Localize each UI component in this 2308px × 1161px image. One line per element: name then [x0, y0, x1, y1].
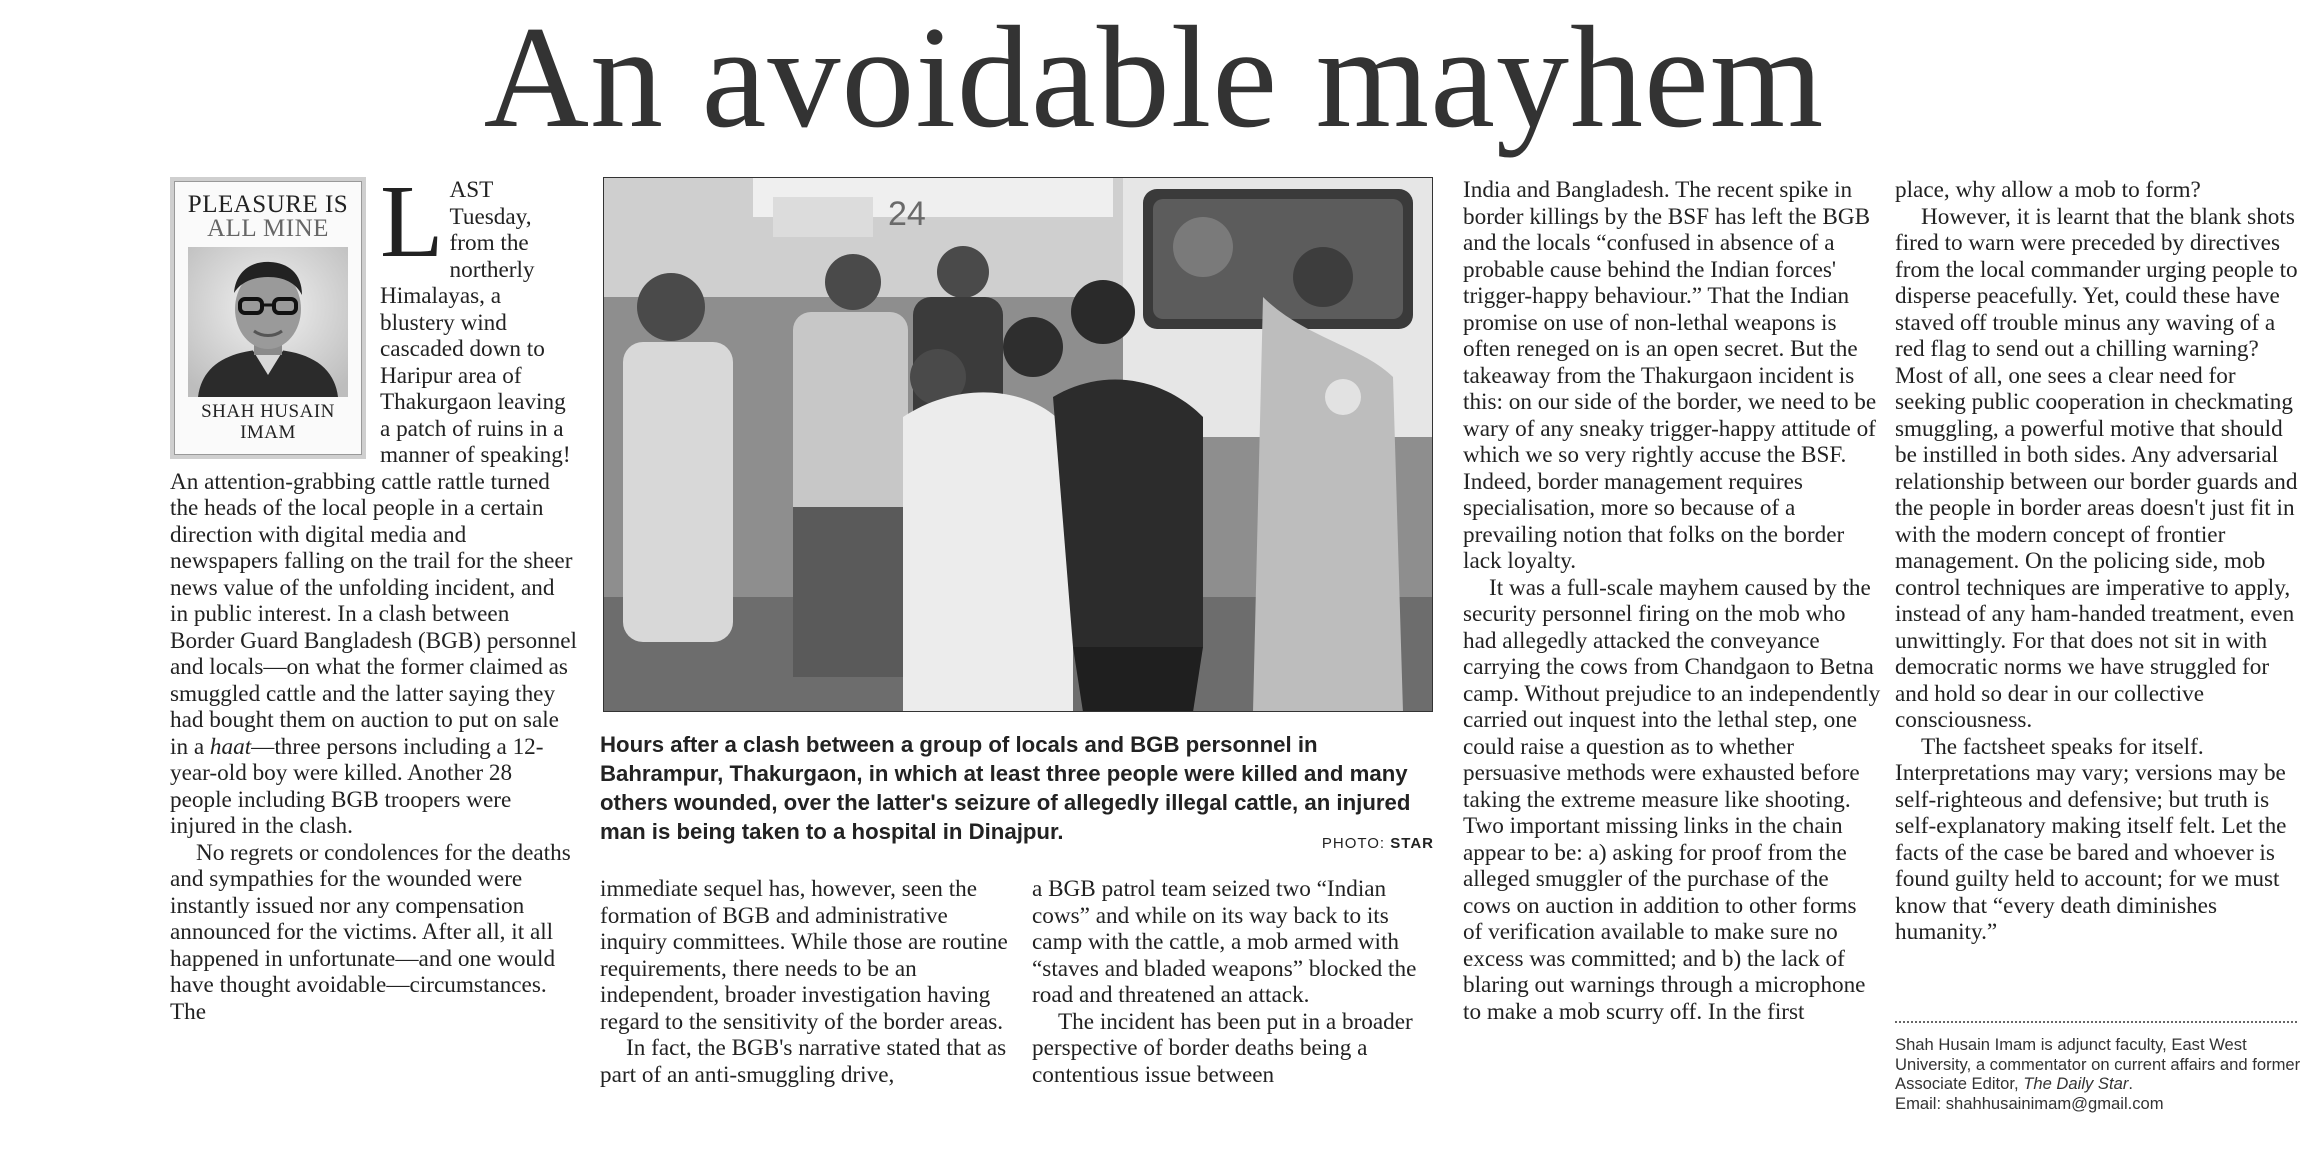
col3-paragraph-1: a BGB patrol team seized two “Indian cows” and while on its way back to its camp with the cattle, a mob armed with “staves and bladed weapons” blocked the road and threatened an attack. [1032, 876, 1417, 1008]
column-logo [170, 177, 366, 459]
col2-paragraph-2: In fact, the BGB's narrative stated that as part of an anti-smuggling drive, [600, 1035, 1007, 1088]
article-column-3 [1032, 876, 1444, 1088]
col1-paragraph-1: AST Tuesday, from the northerly Himalayas, a blustery wind cascaded down to Haripur area of Thakurgaon leaving a patch of ruins in a manner of speaking! An attention-grabbing cattle rattle turned the heads of the local people in a certain direction with digital media and newspapers falling on the trail for the sheer news value of the unfolding incident, and in public interest. In a clash between Border Guard Bangladesh (BGB) personnel and locals—on what the former claimed as smuggled cattle and the latter saying they had bought them on auction to put on sale in a [170, 177, 577, 760]
column-logo-author-line2: IMAM [240, 422, 296, 443]
news-photo [603, 177, 1433, 712]
photo-credit-label: PHOTO: [1321, 835, 1386, 852]
article-column-2 [600, 876, 1014, 1088]
column-logo-title: PLEASURE IS [187, 191, 349, 218]
col5-paragraph-3: The factsheet speaks for itself. Interpretations may vary; versions may be self-righteous and defensive; but truth is self-explanatory making itself felt. Let the facts of the case be bared and whoever is found guilty held to account; for we must know that “every death diminishes humanity.” [1895, 733, 2287, 945]
column-logo-subtitle: ALL MINE [207, 215, 329, 242]
bio-text: Shah Husain Imam is adjunct faculty, East West University, a commentator on current affairs and former Associate Editor, [1895, 1035, 2301, 1093]
col5-paragraph-1: place, why allow a mob to form? [1895, 177, 2201, 203]
col4-paragraph-1: India and Bangladesh. The recent spike in border killings by the BSF has left the BGB and the locals “confused in absence of a probable cause behind the Indian forces' trigger-happy behaviour.” That the Indian promise on use of non-lethal weapons is often reneged on is an open secret. But the takeaway from the Thakurgaon incident is this: on our side of the border, we need to be wary of any sneaky trigger-happy attitude of which we so very rightly accuse the BSF. Indeed, border management requires specialisation, more so because of a prevailing notion that folks on the border lack loyalty. [1463, 177, 1877, 574]
author-bio [1895, 1035, 2307, 1113]
column-logo-author: SHAH HUSAIN [201, 401, 335, 422]
photo-credit [1280, 835, 1434, 852]
col3-paragraph-2: The incident has been put in a broader perspective of border deaths being a contentious issue between [1032, 1008, 1413, 1088]
article-column-1 [170, 164, 578, 1025]
col5-paragraph-2: However, it is learnt that the blank shots fired to warn were preceded by directives from the local commander urging people to disperse peacefully. Yet, could these have staved off trouble minus any waving of a red flag to send out a chilling warning? Most of all, one sees a clear need for seeking public cooperation in checkmating smuggling, a powerful motive that should be instilled in both sides. Any adversarial relationship between our border guards and the people in border areas doesn't just fit in with the modern concept of frontier management. On the policing side, mob control techniques are imperative to apply, instead of any ham-handed treatment, even unwittingly. For that does not sit in with democratic norms we have struggled for and hold so dear in our collective consciousness. [1895, 203, 2298, 733]
article-column-5 [1895, 177, 2307, 946]
col2-paragraph-1: immediate sequel has, however, seen the formation of BGB and administrative inquiry committees. While those are routine requirements, there needs to be an independent, broader investigation having regard to the sensitivity of the border areas. [600, 876, 1008, 1035]
headline: An avoidable mayhem [483, 0, 1825, 158]
photo-caption: Hours after a clash between a group of locals and BGB personnel in Bahrampur, Thakurgaon, in which at least three people were killed and many others wounded, over the latter's seizure of allegedly illegal cattle, an injured man is being taken to a hospital in Dinajpur. [600, 732, 1411, 844]
bio-publication: The Daily Star [2023, 1074, 2129, 1093]
col1-paragraph-2: No regrets or condolences for the deaths and sympathies for the wounded were instantly issued nor any compensation announced for the victims. After all, it all happened in unfortunate—and one would have thought avoidable—circumstances. The [170, 839, 571, 1025]
author-email[interactable]: Email: shahhusainimam@gmail.com [1895, 1093, 2164, 1113]
bio-divider [1895, 1021, 2297, 1023]
col1-paragraph-1-end: —three persons including a 12-year-old boy were killed. Another 28 people including BGB troopers were injured in the clash. [170, 733, 544, 839]
ambulance-number: 24 [888, 195, 926, 233]
haat-term: haat [209, 733, 252, 760]
col4-paragraph-2: It was a full-scale mayhem caused by the security personnel firing on the mob who had allegedly attacked the conveyance carrying the cows from Chandgaon to Betna camp. Without prejudice to an independently carried out inquest into the lethal step, one could raise a question as to whether persuasive methods were exhausted before taking the extreme measure like shooting. Two important missing links in the chain appear to be: a) asking for proof from the alleged smuggler of the purchase of the cows on auction in addition to other forms of verification available to make sure no excess was committed; and b) the lack of blaring out warnings through a microphone to make a mob scurry off. In the first [1463, 574, 1881, 1025]
article-column-4 [1463, 177, 1881, 1025]
bio-end: . [2128, 1074, 2133, 1093]
drop-cap: L [380, 164, 444, 279]
author-portrait [188, 247, 348, 397]
photo-credit-source: STAR [1390, 835, 1434, 852]
